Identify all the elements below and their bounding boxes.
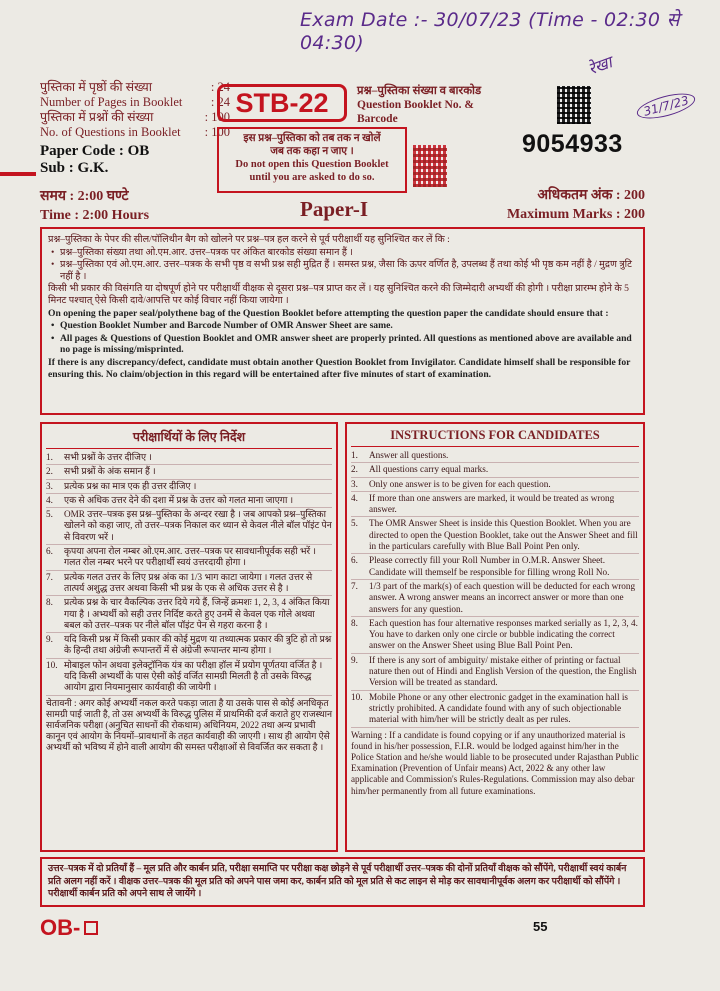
english-instructions — [345, 422, 645, 852]
item-text: प्रत्येक प्रश्न के चार वैकल्पिक उत्तर दिये गये हैं, जिन्हें क्रमशः 1, 2, 3, 4 अंकित किया गया है । अभ्यर्थी को सही उत्तर निर्दिष्ट करते हुए उनमें से केवल एक गोले अथवा बबल को उत्तर–पत्रक पर नीले बॉल पॉइंट पेन से गहरा करना है । — [64, 597, 330, 630]
list-item — [351, 449, 639, 463]
hindi-instructions-title: परीक्षार्थियों के लिए निर्देश — [46, 428, 332, 449]
warning-hi-2: जब तक कहा न जाए । — [270, 146, 354, 157]
item-text: Please correctly fill your Roll Number in O.M.R. Answer Sheet. Candidate will themself be responsible for filling wrong Roll No. — [369, 555, 610, 577]
item-number: 4. — [46, 494, 53, 505]
opening-en-bullet-1: • Question Booklet Number and Barcode Number of OMR Answer Sheet are same. — [48, 320, 637, 332]
paper-code: Paper Code : OB — [40, 143, 150, 159]
barcode-icon — [557, 86, 591, 124]
item-number: 9. — [46, 634, 53, 645]
item-text: Mobile Phone or any other electronic gadget in the examination hall is strictly prohibited. A candidate found with any of such objectionable material with him/her will be strictly dealt as per rules. — [369, 691, 628, 725]
item-text: कृपया अपना रोल नम्बर ओ.एम.आर. उत्तर–पत्रक पर सावधानीपूर्वक सही भरें । गलत रोल नम्बर भरने पर परीक्षार्थी स्वयं उत्तरदायी होगा । — [64, 546, 316, 568]
item-number: 10. — [351, 691, 363, 702]
item-text: OMR उत्तर–पत्रक इस प्रश्न–पुस्तिका के अन्दर रखा है । जब आपको प्रश्न–पुस्तिका खोलने को कहा जाए, तो उत्तर–पत्रक निकाल कर ध्यान से केवल नीले बॉल पॉइंट पेन से विवरण भरें । — [64, 509, 332, 542]
pages-en-label: Number of Pages in Booklet — [40, 95, 183, 109]
booklet-info — [40, 80, 230, 176]
footer-code — [40, 915, 98, 941]
item-text: एक से अधिक उत्तर देने की दशा में प्रश्न के उत्तर को गलत माना जाएगा । — [64, 494, 294, 505]
item-text: Only one answer is to be given for each question. — [369, 478, 551, 489]
item-text: सभी प्रश्नों के उत्तर दीजिए । — [64, 452, 152, 462]
paper-title: Paper-I — [300, 197, 369, 221]
list-item — [351, 492, 639, 518]
opening-en-intro: On opening the paper seal/polythene bag of the Question Booklet before attempting the question paper the candidate should ensure that : — [48, 307, 609, 319]
item-text: The OMR Answer Sheet is inside this Question Booklet. When you are directed to open the Question Booklet, take out the Answer Sheet and fill in the particulars carefully with Blue Ball Point Pen only. — [369, 518, 638, 552]
item-number: 10. — [46, 659, 58, 670]
handwritten-exam-date: Exam Date :- 30/07/23 (Time - 02:30 से 04:30) — [300, 9, 680, 54]
item-number: 5. — [46, 509, 53, 520]
margin-mark — [0, 172, 36, 176]
item-text: Answer all questions. — [369, 450, 449, 460]
list-item — [46, 545, 332, 571]
item-number: 9. — [351, 654, 358, 665]
item-text: If there is any sort of ambiguity/ mistake either of printing or factual nature then out of Hindi and English Version of the question, the English Version will be treated as standard. — [369, 654, 637, 688]
item-number: 1. — [351, 450, 358, 460]
list-item — [351, 463, 639, 477]
list-item — [351, 478, 639, 492]
list-item — [351, 654, 639, 691]
booklet-label-en1: Question Booklet No. & — [357, 99, 474, 111]
hindi-instructions — [40, 422, 338, 852]
item-text: मोबाइल फोन अथवा इलेक्ट्रॉनिक यंत्र का परीक्षा हॉल में प्रयोग पूर्णतया वर्जित है । यदि किसी अभ्यर्थी के पास ऐसी कोई वर्जित सामग्री मिलती है तो उसके विरुद्ध आयोग द्वारा नियमानुसार कार्यवाही की जायेगी । — [64, 659, 323, 693]
booklet-number: 9054933 — [522, 130, 623, 158]
hindi-instruction-list — [46, 451, 332, 696]
list-item — [46, 508, 332, 545]
item-text: यदि किसी प्रश्न में किसी प्रकार की कोई मुद्रण या तथ्यात्मक प्रकार की त्रुटि हो तो प्रश्न के हिन्दी तथा अंग्रेजी रूपान्तरों में से अंग्रेजी रूपान्तर मान्य होगा । — [64, 634, 332, 656]
list-item — [46, 494, 332, 508]
item-text: प्रत्येक गलत उत्तर के लिए प्रश्न अंक का 1/3 भाग काटा जायेगा । गलत उत्तर से तात्पर्य अशुद्ध उत्तर अथवा किसी भी प्रश्न के एक से अधिक उत्तर से है । — [64, 571, 313, 593]
english-instruction-list — [351, 449, 639, 728]
item-number: 6. — [351, 555, 358, 566]
item-text: सभी प्रश्नों के अंक समान हैं । — [64, 466, 156, 477]
pages-hi-value: : 24 — [210, 80, 230, 94]
item-number: 1. — [46, 452, 53, 462]
opening-instructions-box — [40, 227, 645, 415]
item-number: 5. — [351, 518, 358, 529]
list-item — [351, 554, 639, 580]
item-number: 3. — [46, 480, 53, 491]
list-item — [351, 517, 639, 554]
page-number: 55 — [533, 919, 548, 934]
do-not-open-box — [217, 127, 407, 193]
max-marks-en: Maximum Marks : 200 — [506, 207, 645, 222]
pages-hi-label: पुस्तिका में पृष्ठों की संख्या — [40, 80, 152, 94]
booklet-label-en2: Barcode — [357, 113, 398, 125]
opening-en-note: If there is any discrepancy/defect, candidate must obtain another Question Booklet from Invigilator. Candidate himself shall be responsible for ensuring this. No claim/objection in this regard will be entertained after five minutes of start of examination. — [48, 356, 631, 380]
item-text: If more than one answers are marked, it would be treated as wrong answer. — [369, 492, 615, 515]
square-icon — [84, 921, 98, 935]
item-number: 8. — [46, 597, 53, 608]
max-marks — [485, 186, 645, 224]
max-marks-hi: अधिकतम अंक : 200 — [537, 188, 645, 203]
warning-en-1: Do not open this Question Booklet — [235, 159, 389, 170]
handwritten-sign-date: 31/7/23 — [634, 89, 697, 124]
hindi-warning: चेतावनी : अगर कोई अभ्यर्थी नकल करते पकड़ा जाता है या उसके पास से कोई अनधिकृत सामग्री पाई जाती है, तो उस अभ्यर्थी के विरुद्ध पुलिस में प्राथमिकी दर्ज कराते हुए राजस्थान सार्वजनिक परीक्षा (अनुचित साधनों की रोकथाम) अधिनियम, 2022 तथा अन्य प्रभावी कानून एवं आयोग के नियमों–प्रावधानों के तहत कार्यवाही की जाएगी । साथ ही आयोग ऐसे अभ्यर्थी को भविष्य में होने वाली आयोग की समस्त परीक्षाओं से विवर्जित कर सकता है । — [46, 697, 333, 753]
questions-hi-label: पुस्तिका में प्रश्नों की संख्या — [40, 110, 154, 124]
item-number: 2. — [46, 466, 53, 477]
warning-hi-1: इस प्रश्न–पुस्तिका को तब तक न खोलें — [243, 133, 381, 144]
series-code: STB-22 — [217, 84, 347, 122]
pages-en-value: : 24 — [210, 95, 230, 109]
item-number: 8. — [351, 617, 358, 628]
answer-sheet-copies-note: उत्तर–पत्रक में दो प्रतियाँ हैं – मूल प्रति और कार्बन प्रति, परीक्षा समाप्ति पर परीक्षा कक्ष छोड़ने से पूर्व परीक्षार्थी उत्तर–पत्रक की दोनों प्रतियाँ वीक्षक को सौंपेंगे, परीक्षार्थी स्वयं कार्बन प्रति अलग नहीं करें । वीक्षक उत्तर–पत्रक की मूल प्रति को अपने पास जमा कर, कार्बन प्रति को मूल प्रति से कट लाइन से मोड़ कर सावधानीपूर्वक अलग कर परीक्षार्थी को सौंपेंगे । परीक्षार्थी कार्बन प्रति को अपने साथ ले जायेंगे । — [40, 857, 645, 907]
footer-code-text: OB- — [40, 915, 81, 940]
handwritten-signature: रेखा — [585, 52, 615, 79]
opening-hi-note: किसी भी प्रकार की विसंगति या दोषपूर्ण होने पर परीक्षार्थी वीक्षक से दूसरा प्रश्न–पत्र प्राप्त कर लें । यह सुनिश्चित करने की जिम्मेदारी अभ्यर्थी की होगी । परीक्षा प्रारम्भ होने के 5 मिनट पश्चात् ऐसे किसी दावे/आपत्ति पर कोई विचार नहीं किया जायेगा । — [48, 283, 629, 306]
qr-code-icon — [413, 145, 447, 187]
item-number: 6. — [46, 546, 53, 557]
opening-hi-bullet-1: • प्रश्न–पुस्तिका संख्या तथा ओ.एम.आर. उत्तर–पत्रक पर अंकित बारकोड संख्या समान हैं । — [48, 247, 637, 259]
item-text: All questions carry equal marks. — [369, 464, 489, 475]
list-item — [46, 571, 332, 597]
item-text: 1/3 part of the mark(s) of each question will be deducted for each wrong answer. A wrong answer means an incorrect answer or more than one answers for any question. — [369, 580, 636, 614]
item-text: Each question has four alternative responses marked serially as 1, 2, 3, 4. You have to darken only one circle or bubble indicating the correct answer on the Answer Sheet using Blue Ball Point Pen. — [369, 617, 638, 651]
list-item — [46, 451, 332, 465]
list-item — [351, 580, 639, 617]
opening-en-bullet-2: • All pages & Questions of Question Booklet and OMR answer sheet are properly printed. All questions as mentioned above are available and no page is missing/misprinted. — [48, 333, 637, 356]
item-number: 3. — [351, 478, 358, 489]
item-number: 7. — [351, 580, 358, 591]
item-number: 2. — [351, 464, 358, 475]
list-item — [351, 617, 639, 654]
list-item — [46, 596, 332, 633]
time-en: Time : 2:00 Hours — [40, 208, 150, 223]
opening-hi-intro: प्रश्न–पुस्तिका के पेपर की सील/पॉलिथीन बैग को खोलने पर प्रश्न–पत्र हल करने से पूर्व परीक्षार्थी यह सुनिश्चित कर लें कि : — [48, 234, 450, 245]
questions-en-value: : 100 — [204, 125, 230, 139]
item-text: प्रत्येक प्रश्न का मात्र एक ही उत्तर दीजिए । — [64, 480, 197, 491]
item-number: 4. — [351, 492, 358, 503]
opening-hi-bullet-2: • प्रश्न–पुस्तिका एवं ओ.एम.आर. उत्तर–पत्रक के सभी पृष्ठ व सभी प्रश्न सही मुद्रित हैं । समस्त प्रश्न, जैसा कि ऊपर वर्णित है, उपलब्ध हैं तथा कोई भी पृष्ठ कम नहीं है / मुद्रण त्रुटि नहीं है । — [48, 259, 637, 282]
list-item — [46, 465, 332, 479]
list-item — [46, 633, 332, 659]
item-number: 7. — [46, 571, 53, 582]
booklet-no-label — [357, 84, 517, 126]
booklet-label-hi: प्रश्न–पुस्तिका संख्या व बारकोड — [357, 85, 482, 97]
list-item — [351, 691, 639, 728]
english-warning: Warning : If a candidate is found copying or if any unauthorized material is found in his/her possession, F.I.R. would be lodged against him/her in the Police Station and he/she would liable to be prosecuted under Rajasthan Public Examination (Prevention of Unfair means) Act, 2022 & any other law applicable and Commission's Rules-Regulations. Commission may also debar him/her permanently from all future examinations. — [351, 729, 639, 796]
time-info — [40, 187, 149, 225]
english-instructions-title: INSTRUCTIONS FOR CANDIDATES — [351, 428, 639, 447]
subject: Sub : G.K. — [40, 160, 109, 176]
questions-hi-value: : 100 — [204, 110, 230, 124]
questions-en-label: No. of Questions in Booklet — [40, 125, 181, 139]
list-item — [46, 480, 332, 494]
time-hi: समय : 2:00 घण्टे — [40, 189, 129, 204]
list-item — [46, 659, 332, 696]
warning-en-2: until you are asked to do so. — [249, 172, 375, 183]
